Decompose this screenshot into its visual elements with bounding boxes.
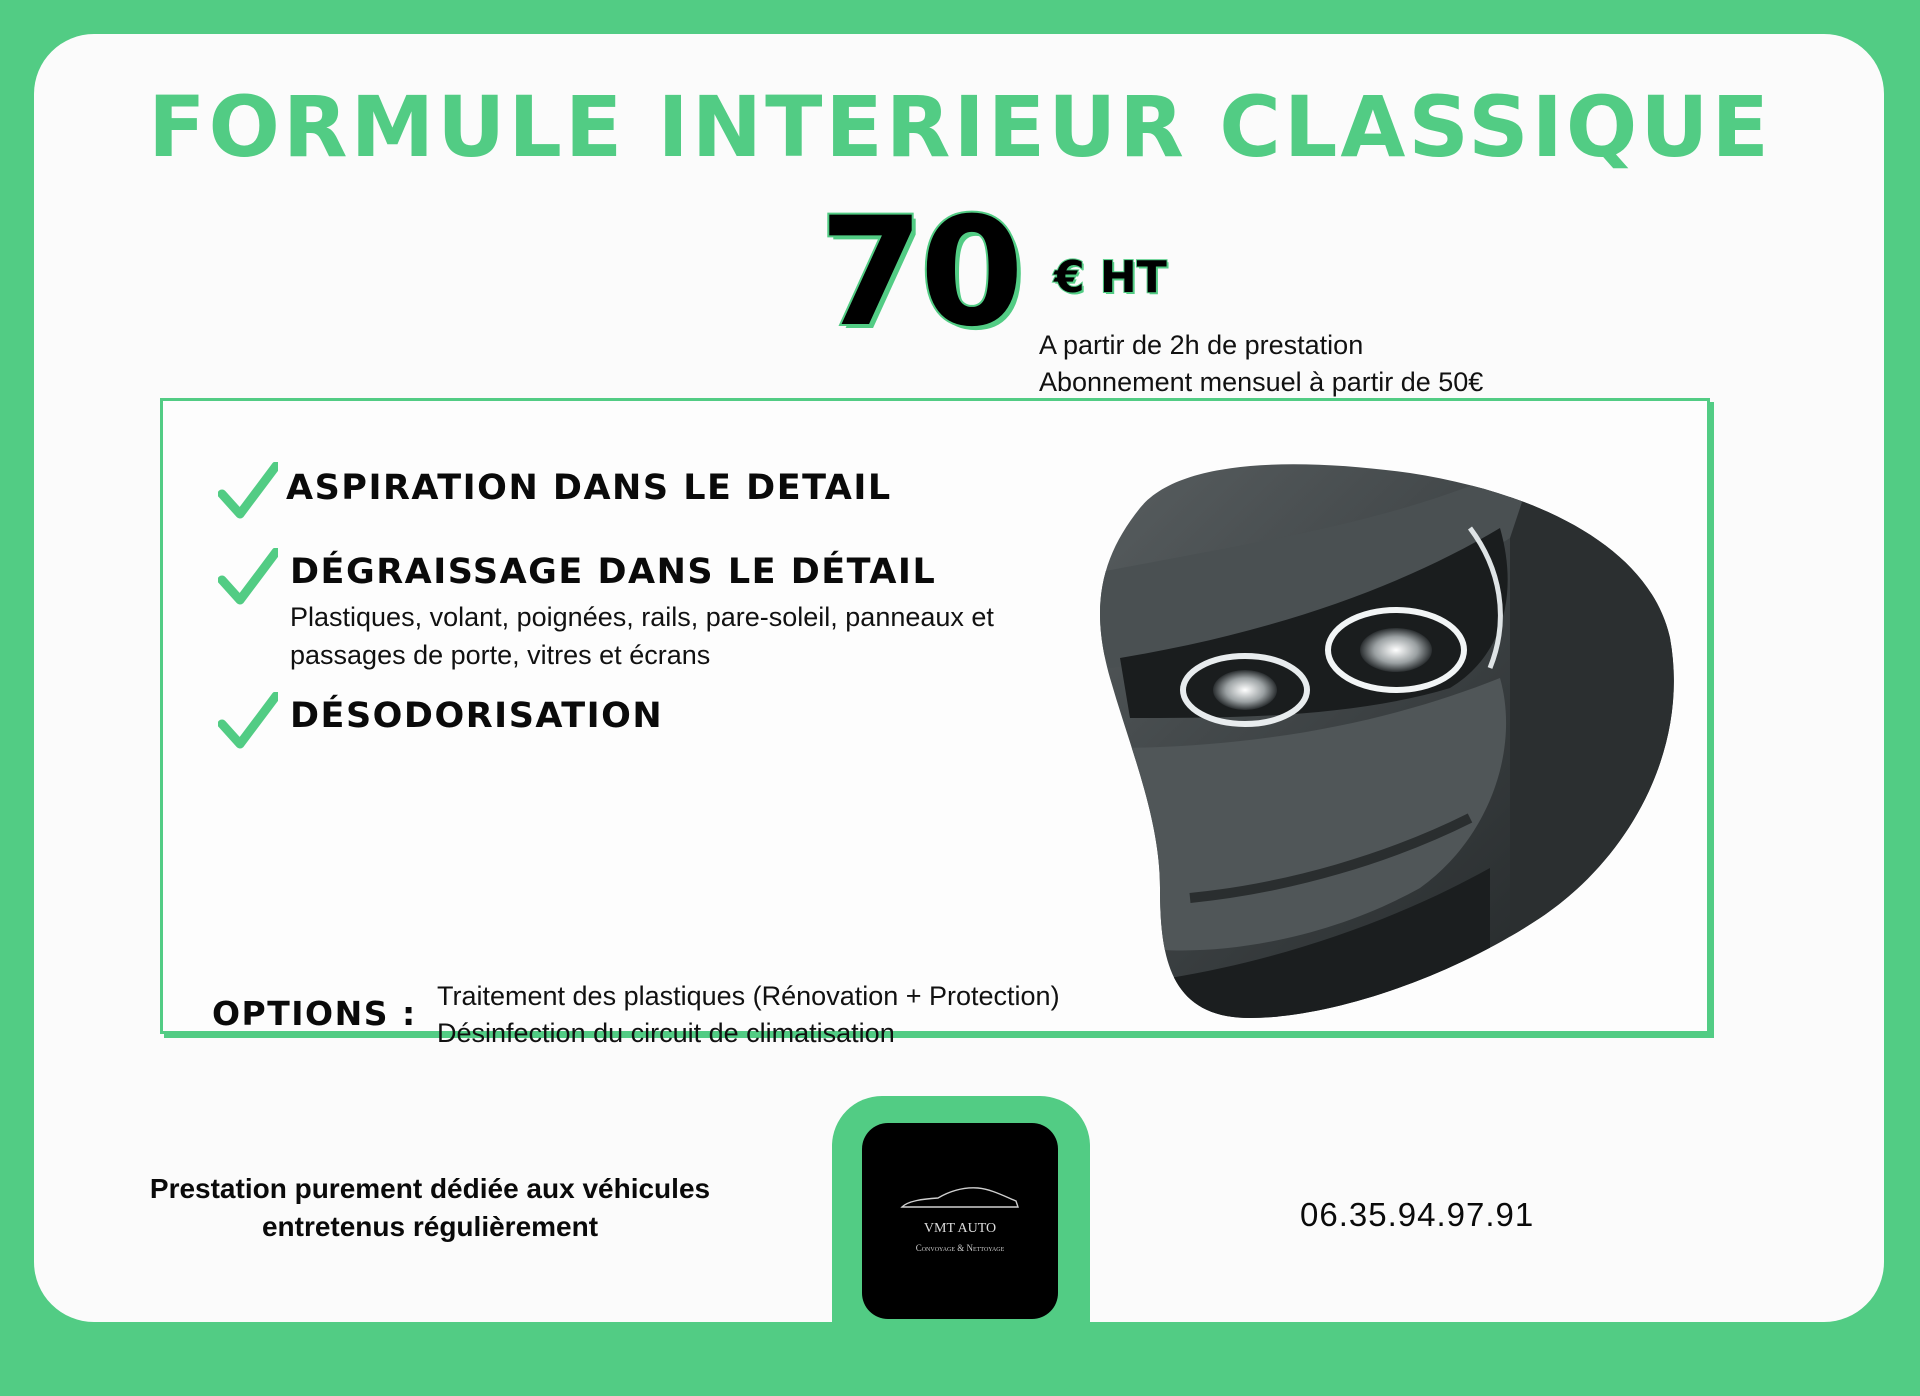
feature-aspiration: ASPIRATION DANS LE DETAIL: [286, 468, 892, 508]
feature-degraissage-description: Plastiques, volant, poignées, rails, pare-soleil, panneaux et passages de porte, vitres et écrans: [290, 602, 994, 670]
logo-name: VMT AUTO: [923, 1221, 997, 1236]
logo: [862, 1123, 1058, 1319]
price-amount: 70: [819, 186, 1020, 360]
price-subscription: Abonnement mensuel à partir de 50€: [1039, 367, 1484, 397]
phone-number: 06.35.94.97.91: [1300, 1196, 1535, 1233]
footer-note: Prestation purement dédiée aux véhicules entretenus régulièrement: [149, 1173, 711, 1242]
option-item: Traitement des plastiques (Rénovation + Protection): [437, 981, 1060, 1011]
car-headlight-photo: [1070, 418, 1690, 1018]
price-currency: € HT: [1054, 252, 1167, 303]
option-item: Désinfection du circuit de climatisation: [437, 1018, 895, 1048]
price-condition: A partir de 2h de prestation: [1039, 330, 1364, 360]
feature-desodorisation: DÉSODORISATION: [290, 696, 664, 736]
car-silhouette-icon: [898, 1181, 1022, 1217]
options-label: OPTIONS :: [212, 994, 417, 1033]
feature-degraissage: DÉGRAISSAGE DANS LE DÉTAIL: [290, 552, 937, 592]
page-title: FORMULE INTERIEUR CLASSIQUE: [148, 78, 1772, 176]
check-icon: [218, 548, 278, 608]
logo-tagline: Convoyage & Nettoyage: [915, 1243, 1005, 1253]
check-icon: [218, 462, 278, 522]
check-icon: [218, 692, 278, 752]
